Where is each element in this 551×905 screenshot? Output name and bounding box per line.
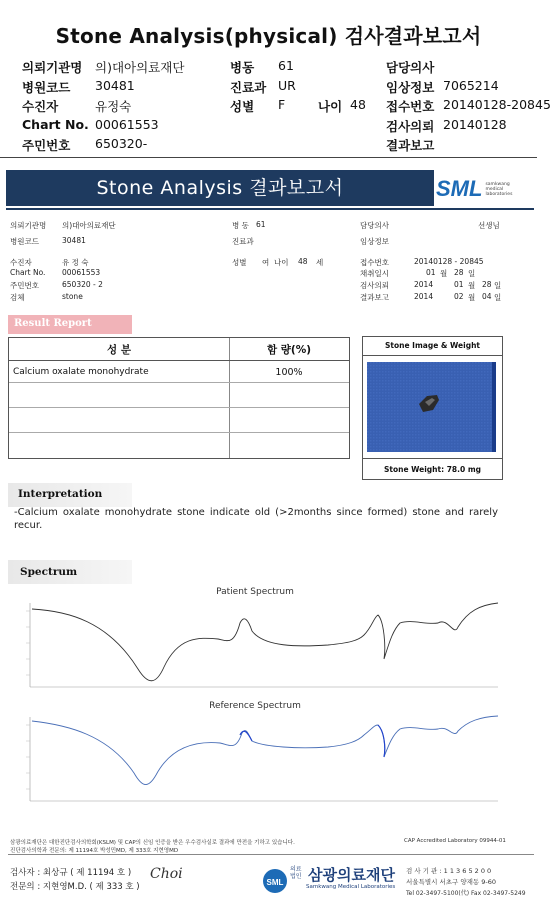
institution-label: 의뢰기관명 xyxy=(22,60,83,75)
sex-value: F xyxy=(278,97,286,112)
r-resident-no-value: 650320 - 2 xyxy=(62,280,103,289)
r-ward-label: 병 동 xyxy=(232,221,249,230)
sml-logo-text: SML xyxy=(436,176,483,201)
r-specimen-value: stone xyxy=(62,292,83,301)
table-row-rule xyxy=(9,432,349,433)
r-ward-value: 61 xyxy=(256,220,266,229)
patient-spectrum-plot xyxy=(8,597,504,693)
clinical-info-label: 임상정보 xyxy=(386,80,435,95)
department-value: UR xyxy=(278,78,296,93)
sml-logo-subtitle xyxy=(485,182,512,197)
chart-no-label: Chart No. xyxy=(22,117,89,132)
r-specimen-label: 검체 xyxy=(10,293,25,302)
r-recipient-value: 유 정 숙 xyxy=(62,258,89,267)
table-header-amount: 함 량(%) xyxy=(266,344,312,356)
age-value: 48 xyxy=(350,97,366,112)
table-header-component: 성 분 xyxy=(107,344,131,356)
resident-no-value: 650320- xyxy=(95,136,148,151)
foundation-prefix: 의료법인 xyxy=(290,866,302,880)
r-hospital-code-value: 30481 xyxy=(62,236,86,245)
page-title: Stone Analysis(physical) 검사결과보고서 xyxy=(55,24,482,48)
sml-logo xyxy=(436,174,534,204)
r-chart-no-value: 00061553 xyxy=(62,268,101,277)
request-date-label: 검사의뢰 xyxy=(386,119,435,134)
reference-spectrum-plot xyxy=(8,711,504,807)
reference-spectrum-title: Reference Spectrum xyxy=(209,701,301,711)
doctor-label: 담당의사 xyxy=(386,60,435,75)
r-collect-month-unit: 월 xyxy=(440,269,448,278)
recipient-value: 유정숙 xyxy=(95,99,132,114)
hospital-code-value: 30481 xyxy=(95,78,135,93)
r-receipt-label: 접수번호 xyxy=(360,258,389,267)
sex-label: 성별 xyxy=(230,99,255,114)
logo-sub-line: samkwang xyxy=(485,181,510,187)
y-ticks xyxy=(26,725,30,789)
table-row-rule xyxy=(9,382,349,383)
chart-no-value: 00061553 xyxy=(95,117,159,132)
header-underline xyxy=(6,208,534,210)
institution-value: 의)대아의료재단 xyxy=(95,60,185,75)
foundation-name-en: Samkwang Medical Laboratories xyxy=(306,884,396,890)
r-request-label: 검사의뢰 xyxy=(360,281,389,290)
table-row-component: Calcium oxalate monohydrate xyxy=(13,367,149,377)
footer-examiner: 검사자 : 최상규 ( 제 11194 호 ) xyxy=(10,868,132,878)
footer-registration: 검 사 기 관 : 1 1 3 6 5 2 0 0 xyxy=(406,867,492,875)
ward-value: 61 xyxy=(278,58,294,73)
r-chart-no-label: Chart No. xyxy=(10,268,46,277)
r-sex-value: 여 xyxy=(262,258,270,267)
receipt-no-label: 접수번호 xyxy=(386,99,435,114)
r-collect-label: 채취일시 xyxy=(360,269,389,278)
report-header-title: Stone Analysis 결과보고서 xyxy=(96,177,344,199)
r-request-day-unit: 일 xyxy=(494,281,502,290)
interpretation-label: Interpretation xyxy=(18,488,103,500)
r-resident-no-label: 주민번호 xyxy=(10,281,39,290)
r-result-month-unit: 월 xyxy=(468,293,476,302)
composition-table xyxy=(8,337,350,459)
r-result-day: 04 xyxy=(482,292,492,301)
reference-spectrum-line xyxy=(32,716,498,785)
patient-spectrum-line xyxy=(32,603,498,681)
patient-spectrum-title: Patient Spectrum xyxy=(216,587,294,597)
r-collect-month: 01 xyxy=(426,268,436,277)
r-result-label: 결과보고 xyxy=(360,293,389,302)
r-doctor-label: 담당의사 xyxy=(360,221,389,230)
footer-note-accreditation: 삼광의료재단은 대한진단검사의학회(KSLM) 및 CAP의 신임 인증을 받은 우수검사실로 결과에 만전을 기하고 있습니다. xyxy=(10,840,295,846)
y-ticks xyxy=(26,611,30,675)
interpretation-text: -Calcium oxalate monohydrate stone indicate old (>2months since formed) stone and rarely recur. xyxy=(14,507,498,531)
reference-peak-highlight xyxy=(240,731,252,741)
r-sex-label: 성별 xyxy=(232,258,247,267)
footer-note-specialists: 진단검사의학과 전문의: 제 11194호 박성민MD, 제 333호 지현영MD xyxy=(10,848,179,854)
r-request-day: 28 xyxy=(482,280,492,289)
r-doctor-value: 선생님 xyxy=(478,221,500,230)
r-hospital-code-label: 병원코드 xyxy=(10,237,39,246)
r-clinical-label: 임상정보 xyxy=(360,237,389,246)
r-request-year: 2014 xyxy=(414,280,434,289)
r-age-label: 나이 xyxy=(274,258,289,267)
reference-peak-highlight xyxy=(378,725,385,757)
footer-specialist: 전문의 : 지현영M.D. ( 제 333 호 ) xyxy=(10,882,140,892)
department-label: 진료과 xyxy=(230,80,267,95)
sml-footer-logo-icon xyxy=(262,868,288,894)
r-age-unit: 세 xyxy=(316,258,324,267)
result-report-date-label: 결과보고 xyxy=(386,138,435,153)
table-row-rule xyxy=(9,407,349,408)
r-request-month-unit: 월 xyxy=(468,281,476,290)
spectrum-label: Spectrum xyxy=(20,566,78,578)
r-result-day-unit: 일 xyxy=(494,293,502,302)
stone-weight: Stone Weight: 78.0 mg xyxy=(383,465,482,474)
footer-address: 서울특별시 서초구 양재동 9-60 xyxy=(406,878,497,886)
footer-cap: CAP Accredited Laboratory 09944-01 xyxy=(404,838,506,844)
stone-image-title: Stone Image & Weight xyxy=(384,341,481,350)
footer-phone: Tel 02-3497-5100(代) Fax 02-3497-5249 xyxy=(406,890,526,897)
recipient-label: 수진자 xyxy=(22,99,59,114)
r-institution-label: 의뢰기관명 xyxy=(10,221,47,230)
stone-box-rule xyxy=(363,458,502,459)
clinical-info-value: 7065214 xyxy=(443,78,499,93)
r-dept-label: 진료과 xyxy=(232,237,254,246)
ward-label: 병동 xyxy=(230,60,255,75)
request-date-value: 20140128 xyxy=(443,117,507,132)
stone-photo xyxy=(367,362,496,452)
svg-text:SML: SML xyxy=(266,878,284,887)
r-collect-day-unit: 일 xyxy=(468,269,476,278)
foundation-name: 삼광의료재단 xyxy=(308,866,395,884)
table-header-rule xyxy=(9,360,349,361)
logo-sub-line: medical xyxy=(485,186,504,192)
result-report-label: Result Report xyxy=(14,318,92,329)
footer-divider xyxy=(8,854,534,855)
signature: Choi xyxy=(150,866,183,882)
r-request-month: 01 xyxy=(454,280,464,289)
age-label: 나이 xyxy=(318,99,343,114)
hospital-code-label: 병원코드 xyxy=(22,80,71,95)
stone-box-rule xyxy=(363,355,502,356)
table-row-amount: 100% xyxy=(275,367,303,378)
r-result-month: 02 xyxy=(454,292,464,301)
r-result-year: 2014 xyxy=(414,292,434,301)
r-collect-day: 28 xyxy=(454,268,464,277)
r-receipt-value: 20140128 - 20845 xyxy=(414,257,484,266)
receipt-no-value: 20140128-20845 xyxy=(443,97,551,112)
r-institution-value: 의)대아의료재단 xyxy=(62,221,116,230)
resident-no-label: 주민번호 xyxy=(22,138,71,153)
logo-sub-line: laboratories xyxy=(485,191,513,197)
r-recipient-label: 수진자 xyxy=(10,258,32,267)
top-divider xyxy=(0,157,537,158)
r-age-value: 48 xyxy=(298,257,308,266)
